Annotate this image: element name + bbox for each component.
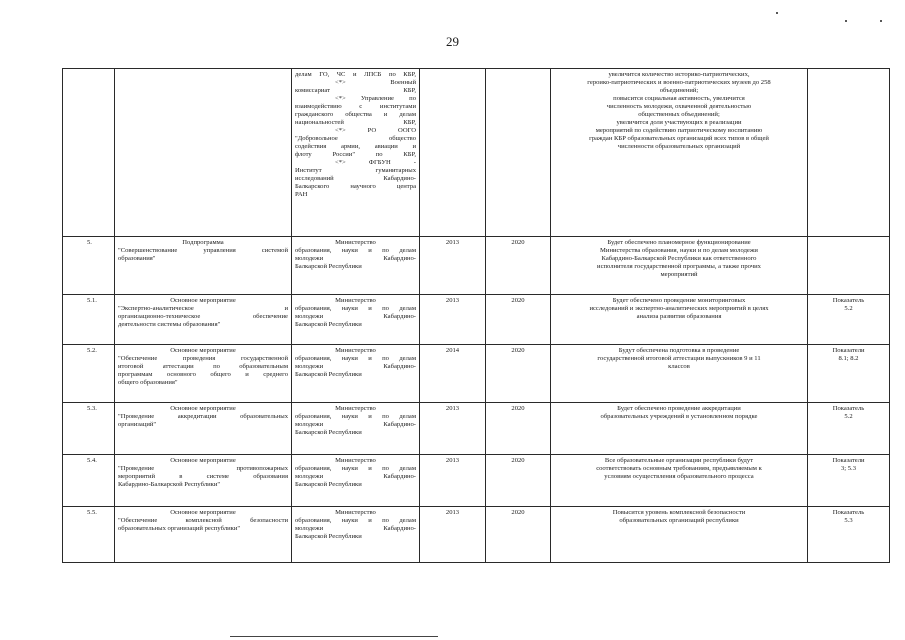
result-line: героико-патриотических и военно-патриотических музеев до 258 bbox=[587, 79, 771, 86]
executor-line: образования, науки и по делам bbox=[295, 413, 416, 420]
executor-line: "Добровольное общество bbox=[295, 135, 416, 142]
executor bbox=[292, 237, 420, 295]
executor-line: Министерство bbox=[335, 405, 376, 412]
executor-line: молодежи Кабардино- bbox=[295, 363, 416, 370]
executor-line: <*> Военный bbox=[335, 79, 416, 86]
expected-result bbox=[551, 345, 808, 403]
result-line: Будет обеспечено проведение аккредитации bbox=[617, 405, 741, 412]
indicator-line: Показатель bbox=[832, 297, 865, 304]
table-row bbox=[63, 345, 890, 403]
executor-line: национальностей КБР, bbox=[295, 119, 416, 126]
cell-name bbox=[115, 69, 292, 237]
result-line: объединений; bbox=[659, 87, 699, 94]
executor-line: Балкарской Республики bbox=[295, 321, 362, 328]
result-line: исполнителя государственной программы, а также прочих bbox=[597, 263, 761, 270]
result-line: Повысится уровень комплексной безопасности bbox=[612, 509, 746, 516]
executor bbox=[292, 295, 420, 345]
executor-line: образования, науки и по делам bbox=[295, 305, 416, 312]
indicator bbox=[808, 403, 890, 455]
activity-name bbox=[115, 403, 292, 455]
indicator-line: Показатель bbox=[832, 509, 865, 516]
executor-line: <*> ФГБУН - bbox=[335, 159, 416, 166]
cell-end bbox=[486, 69, 551, 237]
activity-name-line: программам основного общего и среднего bbox=[118, 371, 288, 378]
executor-line: делам ГО, ЧС и ЛПСБ по КБР, bbox=[295, 71, 416, 78]
activity-type: Основное мероприятие bbox=[170, 457, 236, 464]
activity-name-line: "Проведение аккредитации образовательных bbox=[118, 413, 288, 420]
row-number: 5.5. bbox=[63, 507, 115, 563]
scan-mark bbox=[880, 20, 882, 22]
activity-type: Основное мероприятие bbox=[170, 297, 236, 304]
executor-line: молодежи Кабардино- bbox=[295, 313, 416, 320]
result-line: увеличится количество историко-патриотических, bbox=[608, 71, 750, 78]
indicator-line: 5.2 bbox=[844, 305, 853, 312]
end-year: 2020 bbox=[486, 403, 551, 455]
start-year: 2013 bbox=[420, 507, 486, 563]
executor-line: гражданского общества и делам bbox=[295, 111, 416, 118]
table-row bbox=[63, 295, 890, 345]
end-year: 2020 bbox=[486, 455, 551, 507]
executor-line: Министерство bbox=[335, 509, 376, 516]
row-number: 5.4. bbox=[63, 455, 115, 507]
activity-type: Основное мероприятие bbox=[170, 405, 236, 412]
indicator bbox=[808, 345, 890, 403]
expected-result bbox=[551, 507, 808, 563]
indicator-line: 5.3 bbox=[844, 517, 853, 524]
executor-line: образования, науки и по делам bbox=[295, 247, 416, 254]
start-year: 2013 bbox=[420, 455, 486, 507]
activity-name bbox=[115, 295, 292, 345]
indicator-line: Показатели bbox=[832, 347, 865, 354]
executor-line: Институт гуманитарных bbox=[295, 167, 416, 174]
bottom-rule bbox=[230, 636, 438, 637]
executor-line: образования, науки и по делам bbox=[295, 465, 416, 472]
indicator bbox=[808, 237, 890, 295]
result-line: численность молодежи, охваченной деятельностью bbox=[606, 103, 752, 110]
indicator-line: 8.1; 8.2 bbox=[838, 355, 859, 362]
executor-line: молодежи Кабардино- bbox=[295, 421, 416, 428]
activity-name-line: образовательных организаций республики" bbox=[118, 525, 241, 532]
start-year: 2013 bbox=[420, 403, 486, 455]
cell-executor bbox=[292, 69, 420, 237]
table-row bbox=[63, 237, 890, 295]
program-activities-table bbox=[62, 68, 890, 563]
row-number: 5.2. bbox=[63, 345, 115, 403]
executor-line: содействия армии, авиации и bbox=[295, 143, 416, 150]
result-line: государственной итоговой аттестации выпускников 9 и 11 bbox=[597, 355, 761, 362]
table-row bbox=[63, 507, 890, 563]
continuation-row bbox=[63, 69, 890, 237]
end-year: 2020 bbox=[486, 295, 551, 345]
result-line: Кабардино-Балкарской Республики как ответственного bbox=[601, 255, 757, 262]
activity-name-line: "Совершенствование управления системой bbox=[118, 247, 288, 254]
result-line: условиям осуществления образовательного процесса bbox=[604, 473, 754, 480]
executor-line: молодежи Кабардино- bbox=[295, 473, 416, 480]
result-line: повысится социальная активность, увеличится bbox=[613, 95, 745, 102]
executor-line: Балкарской Республики bbox=[295, 481, 362, 488]
activity-name-line: Кабардино-Балкарской Республики" bbox=[118, 481, 221, 488]
result-line: Будут обеспечена подготовка в проведение bbox=[618, 347, 740, 354]
expected-result bbox=[551, 237, 808, 295]
indicator-line: Показатель bbox=[832, 405, 865, 412]
executor-line: Балкарской Республики bbox=[295, 429, 362, 436]
activity-name-line: итоговой аттестации по образовательным bbox=[118, 363, 288, 370]
row-number: 5. bbox=[63, 237, 115, 295]
row-number: 5.1. bbox=[63, 295, 115, 345]
executor-line: образования, науки и по делам bbox=[295, 355, 416, 362]
executor-line: Балкарской Республики bbox=[295, 263, 362, 270]
expected-result bbox=[551, 455, 808, 507]
result-line: общественных объединений; bbox=[638, 111, 720, 118]
result-line: увеличится доля участвующих в реализации bbox=[616, 119, 742, 126]
executor bbox=[292, 345, 420, 403]
executor bbox=[292, 507, 420, 563]
result-line: Все образовательные организации республики будут bbox=[604, 457, 754, 464]
activity-type: Основное мероприятие bbox=[170, 509, 236, 516]
executor-line: Балкарской Республики bbox=[295, 371, 362, 378]
indicator-line: 3; 5.3 bbox=[840, 465, 857, 472]
expected-result bbox=[551, 403, 808, 455]
indicator-line: Показатели bbox=[832, 457, 865, 464]
table-row bbox=[63, 403, 890, 455]
activity-name-line: общего образования" bbox=[118, 379, 178, 386]
executor-line: РАН bbox=[295, 191, 308, 198]
executor-line: Министерство bbox=[335, 297, 376, 304]
result-line: классов bbox=[668, 363, 690, 370]
activity-name-line: организационно-техническое обеспечение bbox=[118, 313, 288, 320]
activity-name-line: деятельности системы образования" bbox=[118, 321, 221, 328]
table-row bbox=[63, 455, 890, 507]
cell-start bbox=[420, 69, 486, 237]
indicator bbox=[808, 455, 890, 507]
end-year: 2020 bbox=[486, 507, 551, 563]
result-line: Будет обеспечено планомерное функционирование bbox=[607, 239, 751, 246]
executor-line: Министерство bbox=[335, 457, 376, 464]
activity-name-line: образования" bbox=[118, 255, 156, 262]
executor-line: взаимодействию с институтами bbox=[295, 103, 416, 110]
scan-mark bbox=[776, 12, 778, 14]
executor bbox=[292, 403, 420, 455]
executor-line: исследований Кабардино- bbox=[295, 175, 416, 182]
result-line: численности образовательных организаций bbox=[617, 143, 741, 150]
activity-type: Основное мероприятие bbox=[170, 347, 236, 354]
executor-line: образования, науки и по делам bbox=[295, 517, 416, 524]
result-line: мероприятий bbox=[660, 271, 698, 278]
executor-line: молодежи Кабардино- bbox=[295, 525, 416, 532]
cell-num bbox=[63, 69, 115, 237]
result-line: исследований и экспертно-аналитических мероприятий в целях bbox=[589, 305, 769, 312]
executor-line: флоту России" по КБР, bbox=[295, 151, 416, 158]
executor-line: Балкарской Республики bbox=[295, 533, 362, 540]
executor-line: <*> РО ООГО bbox=[335, 127, 416, 134]
executor-line: комиссариат КБР, bbox=[295, 87, 416, 94]
activity-name-line: "Обеспечение проведения государственной bbox=[118, 355, 288, 362]
end-year: 2020 bbox=[486, 237, 551, 295]
result-line: граждан КБР образовательных организаций всех типов в общей bbox=[589, 135, 769, 142]
executor-line: Балкарского научного центра bbox=[295, 183, 416, 190]
executor-line: <*> Управление по bbox=[335, 95, 416, 102]
scan-mark bbox=[845, 20, 847, 22]
activity-name-line: "Экспертно-аналитическое и bbox=[118, 305, 288, 312]
result-line: соответствовать основным требованиям, предъявляемым к bbox=[596, 465, 762, 472]
activity-name-line: "Проведение противопожарных bbox=[118, 465, 288, 472]
page-number: 29 bbox=[446, 34, 459, 49]
result-line: мероприятий по содействию патриотическому воспитанию bbox=[595, 127, 763, 134]
executor-line: Министерство bbox=[335, 239, 376, 246]
indicator bbox=[808, 507, 890, 563]
executor-line: молодежи Кабардино- bbox=[295, 255, 416, 262]
activity-name-line: "Обеспечение комплексной безопасности bbox=[118, 517, 288, 524]
activity-name bbox=[115, 507, 292, 563]
result-line: образовательных учреждений в установленном порядке bbox=[600, 413, 758, 420]
executor bbox=[292, 455, 420, 507]
start-year: 2013 bbox=[420, 237, 486, 295]
activity-name bbox=[115, 237, 292, 295]
executor-line: Министерство bbox=[335, 347, 376, 354]
activity-name-line: организаций" bbox=[118, 421, 157, 428]
activity-name bbox=[115, 345, 292, 403]
start-year: 2014 bbox=[420, 345, 486, 403]
activity-type: Подпрограмма bbox=[182, 239, 224, 246]
result-line: анализа развития образования bbox=[636, 313, 722, 320]
indicator bbox=[808, 295, 890, 345]
start-year: 2013 bbox=[420, 295, 486, 345]
cell-indicator bbox=[808, 69, 890, 237]
result-line: образовательных организаций республики bbox=[619, 517, 739, 524]
result-line: Будет обеспечено проведение мониторинговых bbox=[612, 297, 746, 304]
activity-name bbox=[115, 455, 292, 507]
row-number: 5.3. bbox=[63, 403, 115, 455]
end-year: 2020 bbox=[486, 345, 551, 403]
activity-name-line: мероприятий в системе образования bbox=[118, 473, 288, 480]
cell-result bbox=[551, 69, 808, 237]
result-line: Министерства образования, науки и по делам молодежи bbox=[600, 247, 758, 254]
expected-result bbox=[551, 295, 808, 345]
indicator-line: 5.2 bbox=[844, 413, 853, 420]
